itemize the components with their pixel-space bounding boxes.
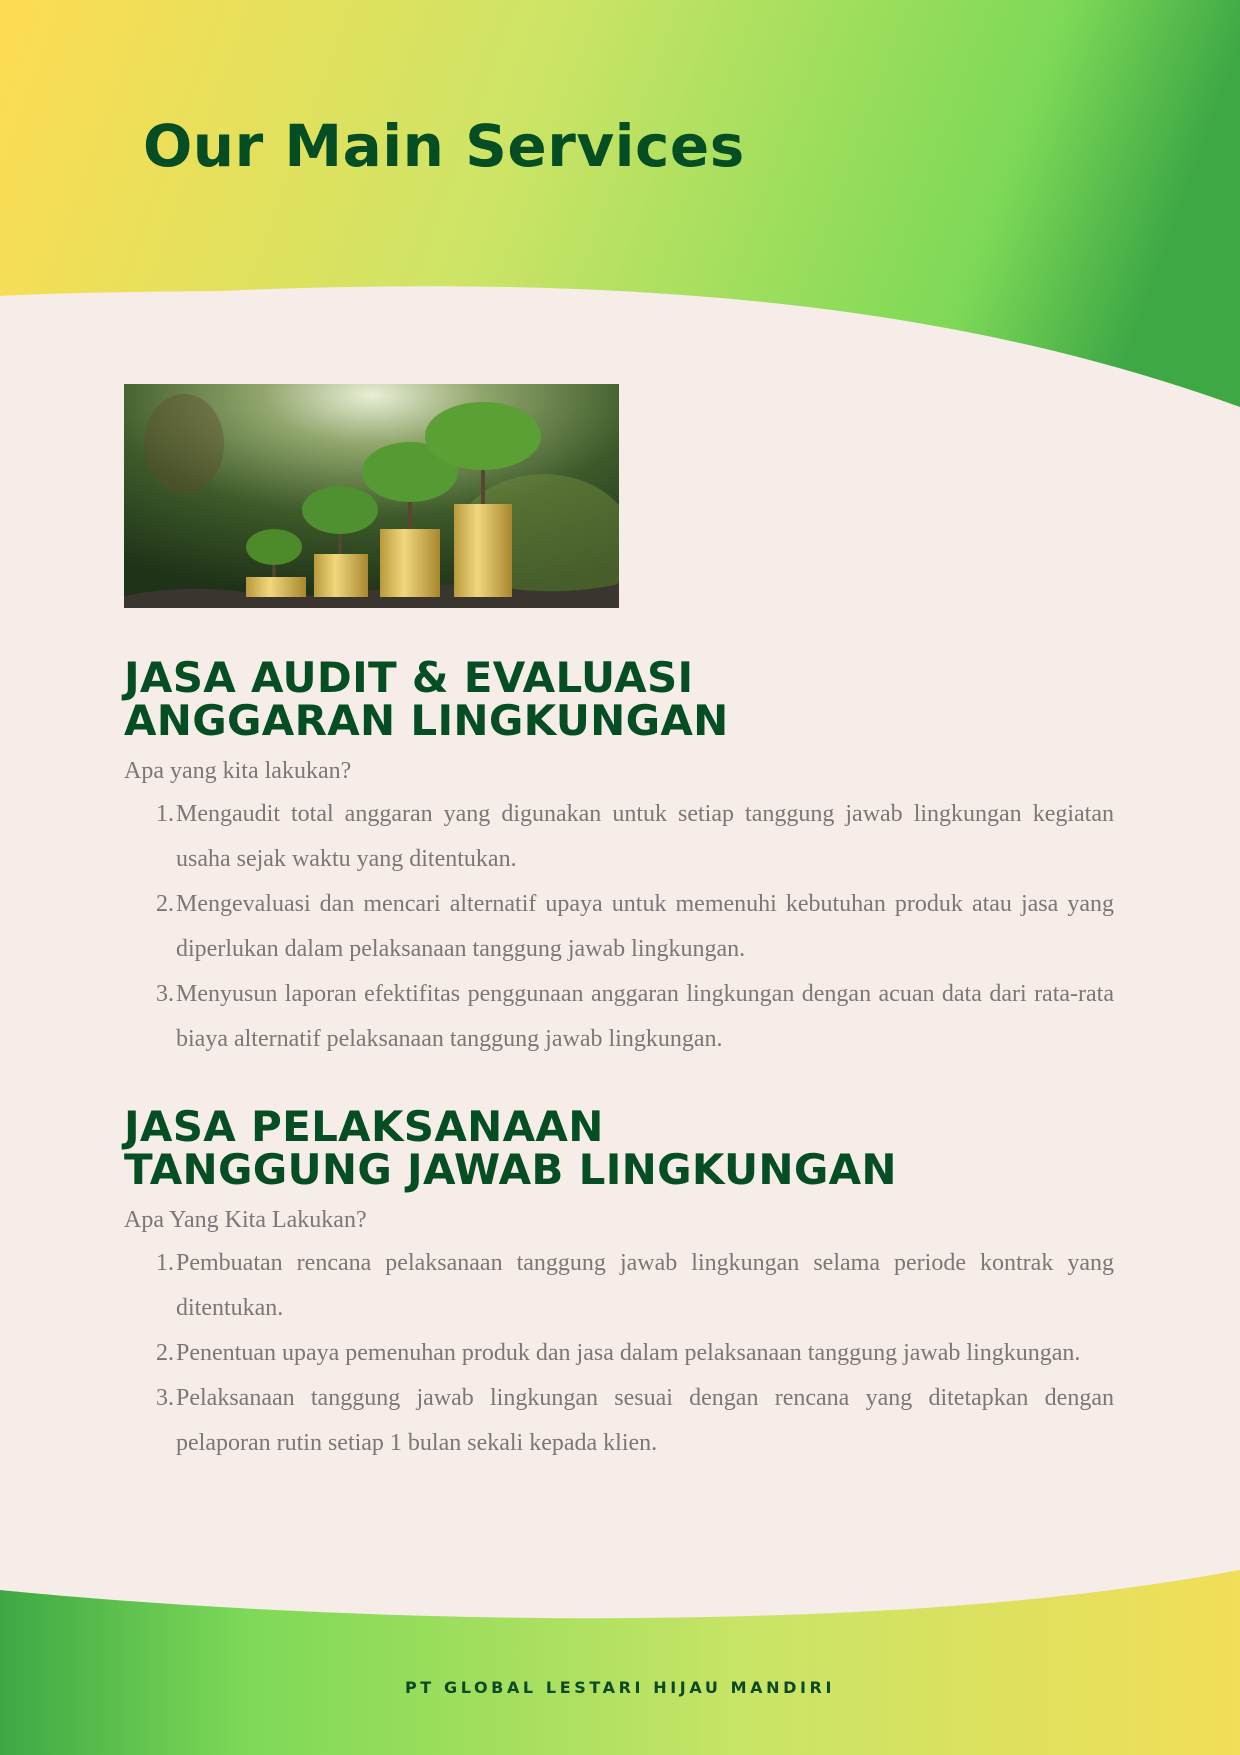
service-section-implementation [124, 1102, 1114, 1466]
item-text: Mengaudit total anggaran yang digunakan untuk setiap tanggung jawab lingkungan kegiatan usaha sejak waktu yang ditentukan. [176, 801, 1114, 872]
service-section-audit [124, 653, 1114, 1062]
list-item [124, 1331, 1114, 1376]
section-subtitle: Apa Yang Kita Lakukan? [124, 1207, 367, 1233]
list-item [124, 972, 1114, 1062]
item-text: Pelaksanaan tanggung jawab lingkungan sesuai dengan rencana yang ditetapkan dengan pelaporan rutin setiap 1 bulan sekali kepada klien. [176, 1385, 1114, 1456]
coins-trees-growth-image [124, 384, 619, 608]
list-item [124, 1376, 1114, 1466]
header-wave [0, 0, 1240, 407]
item-text: Mengevaluasi dan mencari alternatif upaya untuk memenuhi kebutuhan produk atau jasa yang diperlukan dalam pelaksanaan tanggung jawab lingkungan. [176, 891, 1114, 962]
section-title-line2: TANGGUNG JAWAB LINGKUNGAN [124, 1145, 897, 1194]
service-list [124, 1241, 1114, 1466]
item-text: Penentuan upaya pemenuhan produk dan jasa dalam pelaksanaan tanggung jawab lingkungan. [176, 1340, 1081, 1366]
section-title-line2: ANGGARAN LINGKUNGAN [124, 696, 729, 745]
item-number: 2. [156, 891, 174, 917]
page-title: Our Main Services [143, 112, 745, 180]
item-number: 1. [156, 1250, 174, 1276]
list-item [124, 882, 1114, 972]
footer-company-name: PT GLOBAL LESTARI HIJAU MANDIRI [404, 1678, 835, 1697]
list-item [124, 792, 1114, 882]
service-list [124, 792, 1114, 1062]
item-number: 1. [156, 801, 174, 827]
section-subtitle: Apa yang kita lakukan? [124, 758, 352, 784]
section-title [124, 653, 1114, 745]
section-title-line1: JASA AUDIT & EVALUASI [124, 653, 694, 702]
item-number: 2. [156, 1340, 174, 1366]
item-text: Menyusun laporan efektifitas penggunaan anggaran lingkungan dengan acuan data dari rata-rata biaya alternatif pelaksanaan tanggung jawab lingkungan. [176, 981, 1114, 1052]
item-number: 3. [156, 1385, 174, 1411]
section-title-line1: JASA PELAKSANAAN [124, 1102, 604, 1151]
item-text: Pembuatan rencana pelaksanaan tanggung jawab lingkungan selama periode kontrak yang ditentukan. [176, 1250, 1114, 1321]
item-number: 3. [156, 981, 174, 1007]
section-title [124, 1102, 1114, 1194]
footer-wave [0, 1570, 1240, 1755]
list-item [124, 1241, 1114, 1331]
